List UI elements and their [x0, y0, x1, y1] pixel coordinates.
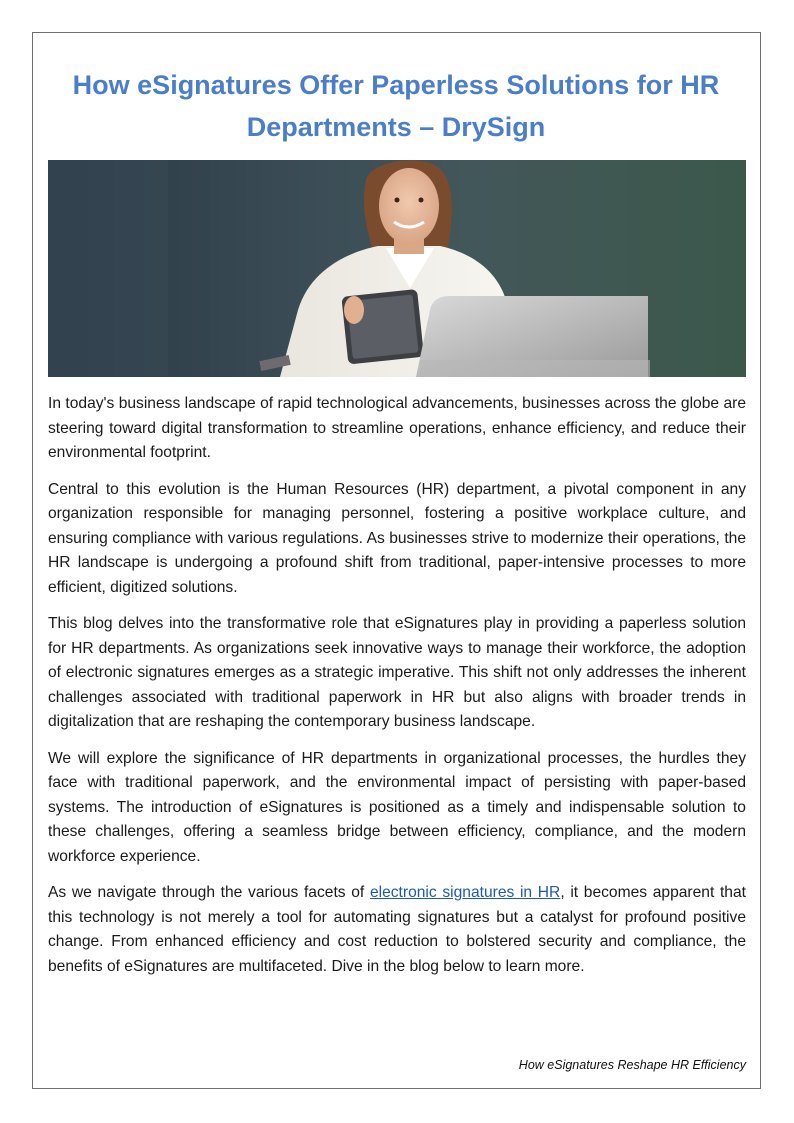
article-body [48, 392, 746, 991]
laptop-shade [420, 360, 650, 377]
paragraph: We will explore the significance of HR departments in organizational processes, the hurdles they face with traditional paperwork, and the environmental impact of persisting with paper-based systems. The introduction of eSignatures is positioned as a timely and indispensable solution to these challenges, offering a seamless bridge between efficiency, compliance, and the modern workforce experience. [48, 749, 746, 865]
paragraph-with-link [48, 881, 746, 979]
hero-window-light [48, 160, 168, 377]
paragraph: Central to this evolution is the Human Resources (HR) department, a pivotal component in any organization responsible for managing personnel, fostering a positive workplace culture, and ensuring compliance with various regulations. As businesses strive to modernize their operations, the HR landscape is undergoing a profound shift from traditional, paper-intensive processes to more efficient, digitized solutions. [48, 480, 746, 596]
eye-right [419, 198, 424, 203]
paragraph-text-after-link: , it becomes apparent that this technology is not merely a tool for automating signatures but a catalyst for profound positive change. From enhanced efficiency and cost reduction to bolstered security and compliance, the benefits of eSignatures are multifaceted. Dive in the blog below to learn more. [48, 884, 746, 975]
paragraph: In today's business landscape of rapid technological advancements, businesses across the globe are steering toward digital transformation to streamline operations, enhance efficiency, and reduce their environmental footprint. [48, 395, 746, 461]
eye-left [395, 198, 400, 203]
face [379, 168, 439, 244]
hand [344, 296, 364, 324]
paragraph-text-before-link: As we navigate through the various facets of [48, 884, 370, 901]
page-footer: How eSignatures Reshape HR Efficiency [518, 1058, 746, 1072]
page-title: How eSignatures Offer Paperless Solutions for HR Departments – DrySign [72, 70, 720, 142]
hero-image [48, 160, 746, 377]
electronic-signatures-link[interactable]: electronic signatures in HR [369, 884, 561, 901]
paragraph: This blog delves into the transformative role that eSignatures play in providing a paperless solution for HR departments. As organizations seek innovative ways to manage their workforce, the adoption of electronic signatures emerges as a strategic imperative. This shift not only addresses the inherent challenges associated with traditional paperwork in HR but also aligns with broader trends in digitalization that are reshaping the contemporary business landscape. [48, 615, 746, 730]
